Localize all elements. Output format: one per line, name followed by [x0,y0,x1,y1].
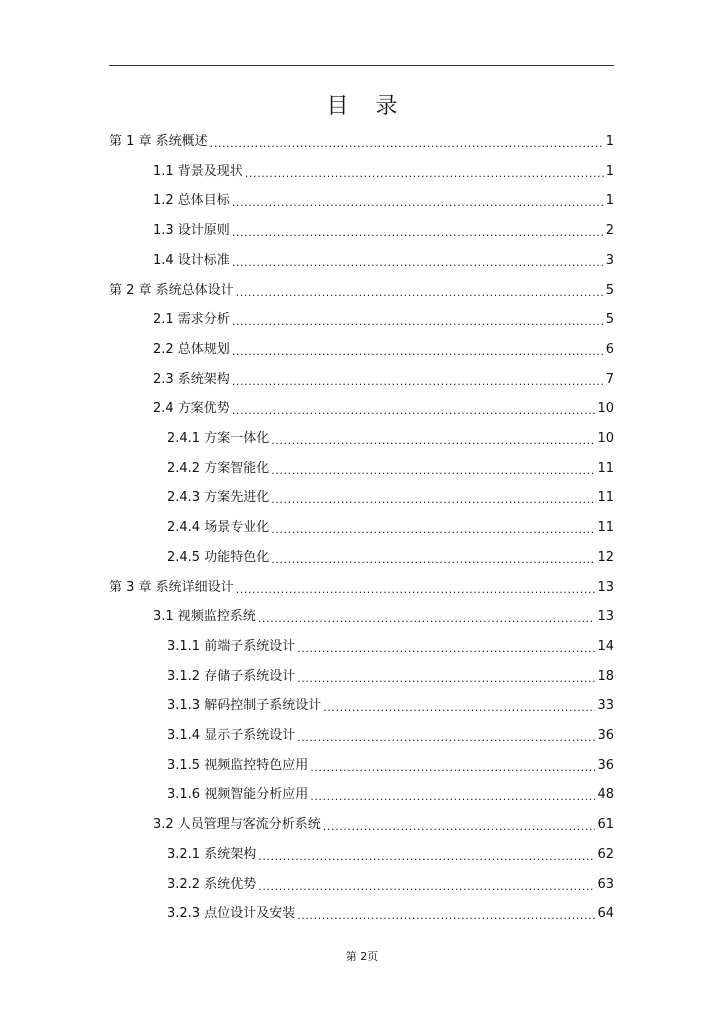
toc-entry[interactable] [153,161,614,183]
toc-entry-page: 1 [605,134,614,149]
toc-entry-label: 2.4.4 场景专业化 [167,520,270,535]
toc-dot-leader [232,309,604,331]
toc-entry-page: 33 [597,698,614,713]
toc-entry-page: 6 [605,342,614,357]
toc-entry-label: 3.1.3 解码控制子系统设计 [167,698,322,713]
toc-dot-leader [232,339,604,361]
toc-entry-label: 3.1.1 前端子系统设计 [167,639,296,654]
toc-dot-leader [297,666,595,688]
toc-entry[interactable] [167,636,614,658]
toc-entry[interactable] [153,190,614,212]
toc-entry-page: 11 [597,461,614,476]
toc-entry-page: 1 [605,193,614,208]
toc-dot-leader [297,903,595,925]
toc-entry-page: 48 [597,787,614,802]
toc-entry[interactable] [167,458,614,480]
toc-entry-page: 18 [597,669,614,684]
toc-entry-label: 3.1.4 显示子系统设计 [167,728,296,743]
toc-dot-leader [232,190,604,212]
toc-entry[interactable] [167,725,614,747]
toc-entry[interactable] [153,398,614,420]
page-footer: 第 2页 [345,950,379,963]
toc-entry-page: 11 [597,520,614,535]
toc-entry[interactable] [167,517,614,539]
toc-entry-label: 3.1.2 存储子系统设计 [167,669,296,684]
toc-dot-leader [323,695,595,717]
toc-entry[interactable] [167,874,614,896]
toc-dot-leader [297,725,595,747]
toc-entry-label: 第 2 章 系统总体设计 [109,283,234,298]
toc-dot-leader [236,577,596,599]
toc-entry-page: 63 [597,877,614,892]
header-rule [109,65,614,66]
toc-entry-page: 64 [597,906,614,921]
toc-entry[interactable] [153,309,614,331]
toc-entry[interactable] [153,220,614,242]
toc-entry-label: 2.4.5 功能特色化 [167,550,270,565]
toc-entry-label: 2.1 需求分析 [153,312,230,327]
toc-entry-label: 3.1 视频监控系统 [153,609,256,624]
toc-entry[interactable] [153,369,614,391]
toc-entry-label: 1.3 设计原则 [153,223,230,238]
toc-entry-label: 1.2 总体目标 [153,193,230,208]
toc-dot-leader [232,250,604,272]
toc-entry[interactable] [167,666,614,688]
toc-entry-label: 第 1 章 系统概述 [109,134,208,149]
toc-entry[interactable] [167,755,614,777]
toc-dot-leader [271,428,595,450]
toc-entry-page: 36 [597,728,614,743]
toc-entry-label: 2.4.2 方案智能化 [167,461,270,476]
toc-dot-leader [232,398,596,420]
toc-entry[interactable] [167,487,614,509]
toc-entry-label: 第 3 章 系统详细设计 [109,580,234,595]
toc-entry-page: 1 [605,164,614,179]
toc-dot-leader [271,517,595,539]
toc-dot-leader [310,755,595,777]
toc-entry[interactable] [153,814,614,836]
toc-entry-page: 5 [605,283,614,298]
toc-dot-leader [297,636,595,658]
toc-entry[interactable] [167,428,614,450]
toc-entry-label: 1.1 背景及现状 [153,164,243,179]
toc-entry-label: 3.1.5 视频监控特色应用 [167,758,309,773]
toc-dot-leader [258,844,595,866]
toc-entry-page: 2 [605,223,614,238]
toc-entry-label: 1.4 设计标准 [153,253,230,268]
toc-dot-leader [271,547,595,569]
toc-entry-label: 2.2 总体规划 [153,342,230,357]
toc-entry-page: 14 [597,639,614,654]
toc-dot-leader [271,487,595,509]
toc-dot-leader [232,220,604,242]
toc-entry[interactable] [167,903,614,925]
toc-entry-page: 10 [597,401,614,416]
toc-entry-label: 2.4 方案优势 [153,401,230,416]
toc-entry-page: 3 [605,253,614,268]
toc-entry[interactable] [167,547,614,569]
toc-entry-label: 3.1.6 视频智能分析应用 [167,787,309,802]
toc-entry-page: 11 [597,490,614,505]
toc-entry-page: 36 [597,758,614,773]
toc-dot-leader [271,458,595,480]
page-title: 目 录 [326,94,408,119]
toc-entry-label: 2.4.1 方案一体化 [167,431,270,446]
toc-entry-label: 3.2.1 系统架构 [167,847,257,862]
toc-dot-leader [232,369,604,391]
toc-entry-page: 13 [597,609,614,624]
toc-dot-leader [323,814,596,836]
toc-entry-page: 10 [597,431,614,446]
toc-entry[interactable] [167,844,614,866]
toc-dot-leader [245,161,604,183]
toc-entry[interactable] [153,250,614,272]
toc-dot-leader [258,606,596,628]
toc-entry-label: 3.2.3 点位设计及安装 [167,906,296,921]
toc-dot-leader [210,131,604,153]
toc-entry[interactable] [109,577,614,599]
toc-entry-page: 5 [605,312,614,327]
toc-entry[interactable] [167,695,614,717]
toc-entry-page: 7 [605,372,614,387]
toc-entry-page: 61 [597,817,614,832]
toc-entry[interactable] [109,131,614,153]
toc-entry[interactable] [109,280,614,302]
toc-dot-leader [310,784,595,806]
toc-entry-label: 2.3 系统架构 [153,372,230,387]
toc-entry[interactable] [153,339,614,361]
toc-entry[interactable] [153,606,614,628]
toc-dot-leader [258,874,595,896]
toc-entry-label: 2.4.3 方案先进化 [167,490,270,505]
toc-dot-leader [236,280,604,302]
toc-entry[interactable] [167,784,614,806]
toc-entry-label: 3.2 人员管理与客流分析系统 [153,817,321,832]
toc-entry-page: 62 [597,847,614,862]
toc-entry-page: 13 [597,580,614,595]
toc-entry-page: 12 [597,550,614,565]
toc-entry-label: 3.2.2 系统优势 [167,877,257,892]
